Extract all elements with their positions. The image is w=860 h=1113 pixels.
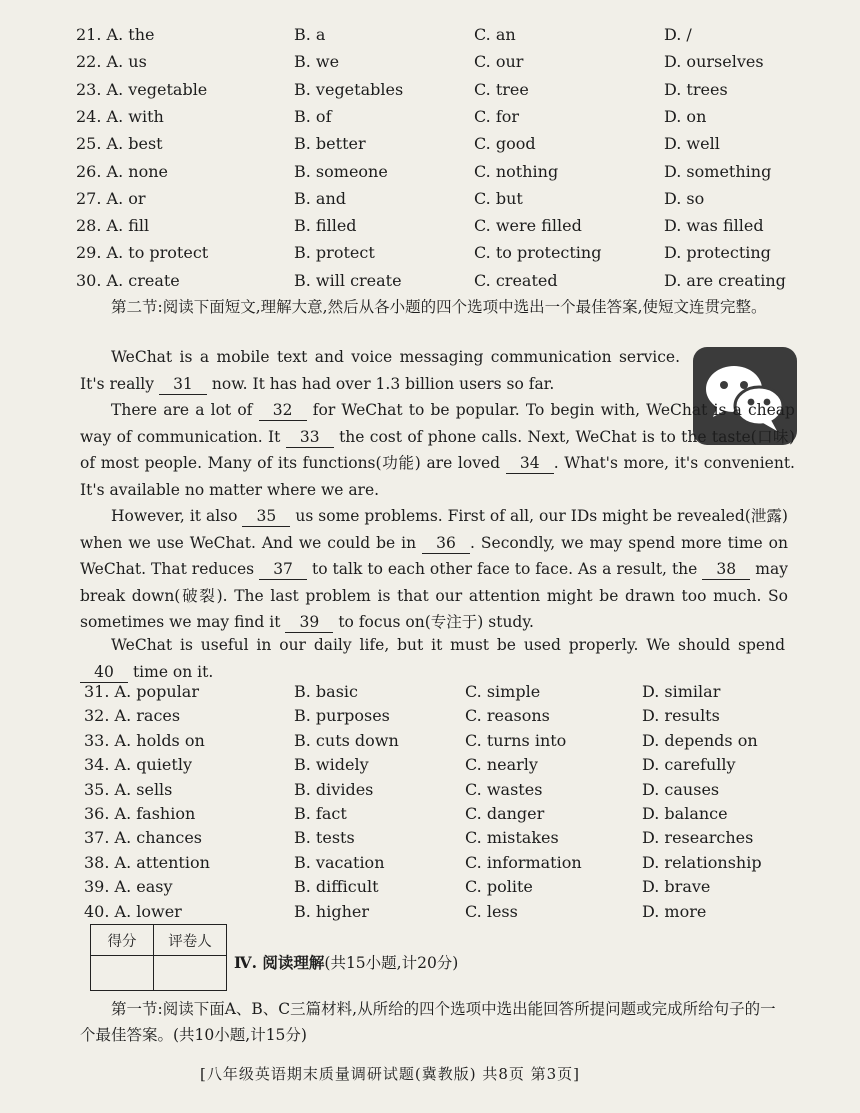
blank-35: 35 [242, 506, 290, 527]
grader-cell [154, 956, 227, 991]
option-a: 23. A. vegetable [76, 79, 208, 99]
option-d: D. brave [642, 877, 711, 897]
option-c: C. wastes [465, 779, 543, 799]
option-a: 28. A. fill [76, 216, 150, 236]
option-d: D. ourselves [664, 52, 764, 72]
p1-text-b: now. It has had over 1.3 billion users so far. [211, 374, 555, 393]
option-d: D. carefully [642, 755, 736, 775]
section1-instruction: 第一节:阅读下面A、B、C三篇材料,从所给的四个选项中选出能回答所提问题或完成所给句子的一个最佳答案。(共10小题,计15分) [80, 1000, 776, 1044]
option-d: D. more [642, 901, 707, 921]
option-b: B. of [294, 106, 332, 126]
option-row [0, 269, 860, 293]
blank-31: 31 [159, 374, 207, 395]
option-d: D. on [664, 106, 707, 126]
part4-title [234, 951, 458, 973]
p3-text-d: to talk to each other face to face. As a result, the [312, 560, 698, 578]
option-a: 34. A. quietly [84, 755, 192, 775]
option-c: C. but [474, 188, 523, 208]
option-a: 22. A. us [76, 52, 147, 72]
option-a: 25. A. best [76, 134, 163, 154]
grader-header: 评卷人 [154, 925, 227, 956]
option-row [0, 132, 860, 156]
section2-instruction: 第二节:阅读下面短文,理解大意,然后从各小题的四个选项中选出一个最佳答案,使短文连贯完整。 [111, 298, 767, 316]
option-row [0, 778, 860, 802]
option-row [0, 753, 860, 777]
option-d: D. balance [642, 804, 728, 823]
option-row [0, 826, 860, 850]
p3-text-b: us some problems. First of all, our IDs might be revealed(泄露) when we use WeChat. And we could be in [80, 507, 788, 552]
option-a: 38. A. attention [84, 852, 210, 872]
option-row [0, 802, 860, 826]
option-d: D. results [642, 706, 720, 726]
option-d: D. trees [664, 79, 728, 99]
option-c: C. polite [465, 877, 533, 897]
option-c: C. turns into [465, 730, 567, 750]
option-d: D. are creating [664, 270, 786, 290]
option-d: D. something [664, 161, 772, 181]
option-d: D. relationship [642, 852, 762, 872]
blank-36: 36 [422, 533, 470, 554]
option-c: C. an [474, 25, 516, 44]
blank-38: 38 [702, 559, 750, 580]
p2-text-a: There are a lot of [111, 401, 253, 419]
option-a: 37. A. chances [84, 828, 203, 848]
option-d: D. was filled [664, 216, 764, 236]
p4-text-a: WeChat is useful in our daily life, but it must be used properly. We should spend [111, 636, 785, 654]
option-b: B. difficult [294, 877, 379, 897]
part4-title-text: Ⅳ. 阅读理解 [234, 953, 325, 972]
score-header: 得分 [91, 925, 154, 956]
option-c: C. our [474, 52, 524, 72]
option-c: C. were filled [474, 216, 582, 236]
blank-33: 33 [286, 427, 334, 448]
option-c: C. simple [465, 682, 541, 701]
p3-text-e: may break down(破裂). The last problem is that our attention might be drawn too much. So sometimes we may find it [80, 560, 788, 631]
p2-text-c: the cost of phone calls. Next, WeChat is to the taste(口味) of most people. Many of its functions(功能) are loved [80, 427, 795, 472]
option-a: 33. A. holds on [84, 730, 205, 750]
option-c: C. mistakes [465, 828, 559, 848]
option-b: B. basic [294, 682, 358, 701]
option-row [0, 50, 860, 74]
option-a: 32. A. races [84, 706, 181, 726]
option-b: B. a [294, 25, 326, 44]
option-d: D. researches [642, 828, 754, 848]
option-b: B. better [294, 134, 366, 154]
option-c: C. for [474, 106, 520, 126]
option-a: 24. A. with [76, 106, 164, 126]
option-b: B. higher [294, 901, 370, 921]
option-b: B. someone [294, 161, 388, 181]
p2-text-b: for WeChat to be popular. To begin with, WeChat is a cheap way of communication. It [80, 401, 795, 446]
option-c: C. information [465, 852, 582, 872]
option-c: C. nothing [474, 161, 559, 181]
option-b: B. vegetables [294, 79, 404, 99]
p1-text-a: WeChat is a mobile text and voice messaging communication service. It's really [80, 348, 680, 393]
p4-text-b: time on it. [132, 662, 214, 681]
option-a: 29. A. to protect [76, 243, 209, 263]
option-a: 35. A. sells [84, 779, 173, 799]
option-a: 27. A. or [76, 188, 146, 208]
blank-39: 39 [285, 612, 333, 633]
option-a: 39. A. easy [84, 877, 173, 897]
option-row [0, 241, 860, 265]
option-b: B. will create [294, 270, 402, 290]
passage-p4 [80, 632, 785, 685]
option-c: C. created [474, 270, 558, 290]
blank-32: 32 [259, 400, 307, 421]
passage-p1 [80, 344, 680, 397]
option-row [0, 187, 860, 211]
option-c: C. danger [465, 804, 545, 823]
option-row [0, 78, 860, 102]
option-c: C. tree [474, 79, 529, 99]
option-c: C. good [474, 134, 536, 154]
passage-p2 [80, 397, 795, 503]
option-b: B. vacation [294, 852, 385, 872]
option-b: B. filled [294, 216, 357, 236]
option-row [0, 851, 860, 875]
option-a: 26. A. none [76, 161, 168, 181]
p3-text-a: However, it also [111, 507, 238, 525]
blank-40: 40 [80, 662, 128, 683]
option-b: B. tests [294, 828, 355, 848]
option-row [0, 214, 860, 238]
option-row [0, 680, 860, 704]
option-b: B. we [294, 52, 340, 72]
option-b: B. divides [294, 779, 374, 799]
page-footer: [八年级英语期末质量调研试题(冀教版) 共8页 第3页] [200, 1065, 581, 1083]
option-row [0, 729, 860, 753]
option-row [0, 704, 860, 728]
option-b: B. purposes [294, 706, 390, 726]
option-c: C. nearly [465, 755, 538, 775]
option-d: D. / [664, 25, 692, 44]
option-row [0, 160, 860, 184]
option-row [0, 23, 860, 47]
passage-p3 [80, 503, 788, 636]
score-cell [91, 956, 154, 991]
option-row [0, 900, 860, 924]
option-d: D. similar [642, 682, 721, 701]
option-b: B. and [294, 188, 347, 208]
option-a: 40. A. lower [84, 901, 182, 921]
p2-text-d: . What's more, it's convenient. It's available no matter where we are. [80, 454, 795, 499]
option-a: 21. A. the [76, 25, 155, 44]
option-b: B. protect [294, 243, 375, 263]
option-b: B. fact [294, 804, 347, 823]
blank-34: 34 [506, 453, 554, 474]
part4-detail: (共15小题,计20分) [324, 954, 459, 972]
p3-text-f: to focus on(专注于) study. [338, 613, 534, 631]
option-d: D. causes [642, 779, 720, 799]
option-row [0, 105, 860, 129]
option-b: B. widely [294, 755, 369, 775]
option-c: C. to protecting [474, 243, 602, 263]
option-b: B. cuts down [294, 730, 399, 750]
blank-37: 37 [259, 559, 307, 580]
option-a: 36. A. fashion [84, 804, 196, 823]
option-a: 31. A. popular [84, 682, 199, 701]
option-d: D. well [664, 134, 720, 154]
option-d: D. protecting [664, 243, 771, 263]
option-d: D. depends on [642, 730, 758, 750]
option-a: 30. A. create [76, 270, 180, 290]
option-row [0, 875, 860, 899]
option-c: C. less [465, 901, 518, 921]
option-c: C. reasons [465, 706, 550, 726]
score-table [90, 924, 227, 991]
option-d: D. so [664, 188, 705, 208]
p3-text-c: . Secondly, we may spend more time on WeChat. That reduces [80, 533, 788, 578]
